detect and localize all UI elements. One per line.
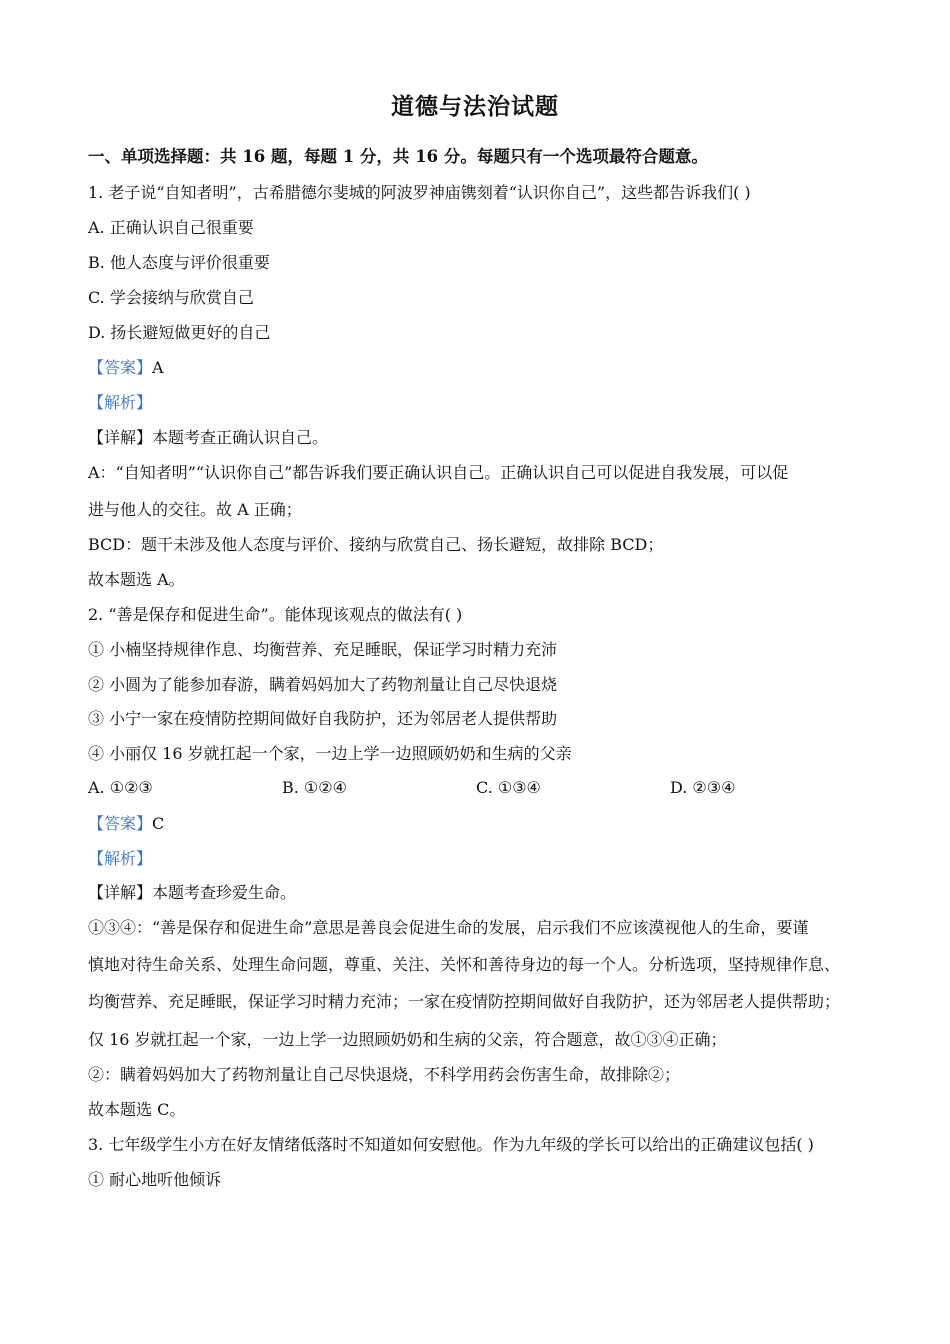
question-1-detail-line: 【详解】本题考查正确认识自己。	[88, 428, 329, 447]
question-2-detail-line: 均衡营养、充足睡眠，保证学习时精力充沛；一家在疫情防控期间做好自我防护，还为邻居老人提供帮助；	[88, 992, 841, 1011]
question-2-detail-line: ①③④：“善是保存和促进生命”意思是善良会促进生命的发展，启示我们不应该漠视他人的生命，要谨	[88, 918, 809, 937]
question-1-detail-line: 进与他人的交往。故 A 正确；	[88, 500, 302, 519]
question-3-stem: 3. 七年级学生小方在好友情绪低落时不知道如何安慰他。作为九年级的学长可以给出的正确建议包括( )	[88, 1135, 814, 1154]
question-2-statement: ① 小楠坚持规律作息、均衡营养、充足睡眠，保证学习时精力充沛	[88, 640, 558, 659]
question-1-option-b: B. 他人态度与评价很重要	[88, 253, 270, 272]
answer-label: 【答案】	[88, 358, 153, 377]
question-1-detail-line: BCD：题干未涉及他人态度与评价、接纳与欣赏自己、扬长避短，故排除 BCD；	[88, 535, 664, 554]
question-2-detail-line: 仅 16 岁就扛起一个家，一边上学一边照顾奶奶和生病的父亲，符合题意，故①③④正确；	[88, 1030, 727, 1049]
question-2-option-b: B. ①②④	[282, 778, 347, 797]
page-title: 道德与法治试题	[391, 93, 559, 120]
question-1-detail-line: A：“自知者明”“认识你自己”都告诉我们要正确认识自己。正确认识自己可以促进自我发展，可以促	[88, 463, 789, 482]
question-2-detail-line: ②：瞒着妈妈加大了药物剂量让自己尽快退烧，不科学用药会伤害生命，故排除②；	[88, 1065, 681, 1084]
question-2-option-a: A. ①②③	[88, 778, 153, 797]
question-1-option-c: C. 学会接纳与欣赏自己	[88, 288, 254, 307]
question-2-detail-line: 故本题选 C。	[88, 1100, 186, 1119]
section-heading: 一、单项选择题：共 16 题，每题 1 分，共 16 分。每题只有一个选项最符合题意。	[88, 147, 708, 166]
question-2-option-c: C. ①③④	[476, 778, 541, 797]
question-2-statement: ② 小圆为了能参加春游，瞒着妈妈加大了药物剂量让自己尽快退烧	[88, 675, 558, 694]
question-1-option-a: A. 正确认识自己很重要	[88, 218, 254, 237]
question-2-detail-line: 【详解】本题考查珍爱生命。	[88, 883, 297, 902]
answer-label: 【答案】	[88, 814, 153, 833]
question-2-detail-line: 慎地对待生命关系、处理生命问题，尊重、关注、关怀和善待身边的每一个人。分析选项，坚持规律作息、	[88, 955, 841, 974]
question-2-analysis-label: 【解析】	[88, 849, 153, 868]
question-3-statement: ① 耐心地听他倾诉	[88, 1170, 222, 1189]
question-1-answer	[88, 357, 164, 379]
question-2-statement: ③ 小宁一家在疫情防控期间做好自我防护，还为邻居老人提供帮助	[88, 709, 558, 728]
question-1-detail-line: 故本题选 A。	[88, 570, 185, 589]
question-1-stem: 1. 老子说“自知者明”，古希腊德尔斐城的阿波罗神庙镌刻着“认识你自己”，这些都告诉我们( )	[88, 183, 751, 202]
question-2-statement: ④ 小丽仅 16 岁就扛起一个家，一边上学一边照顾奶奶和生病的父亲	[88, 744, 572, 763]
question-2-option-d: D. ②③④	[670, 778, 736, 797]
question-1-option-d: D. 扬长避短做更好的自己	[88, 323, 271, 342]
answer-value: A	[152, 358, 164, 377]
answer-value: C	[152, 814, 165, 833]
question-2-stem: 2. “善是保存和促进生命”。能体现该观点的做法有( )	[88, 605, 463, 624]
question-2-answer	[88, 813, 164, 835]
question-1-analysis-label: 【解析】	[88, 393, 153, 412]
